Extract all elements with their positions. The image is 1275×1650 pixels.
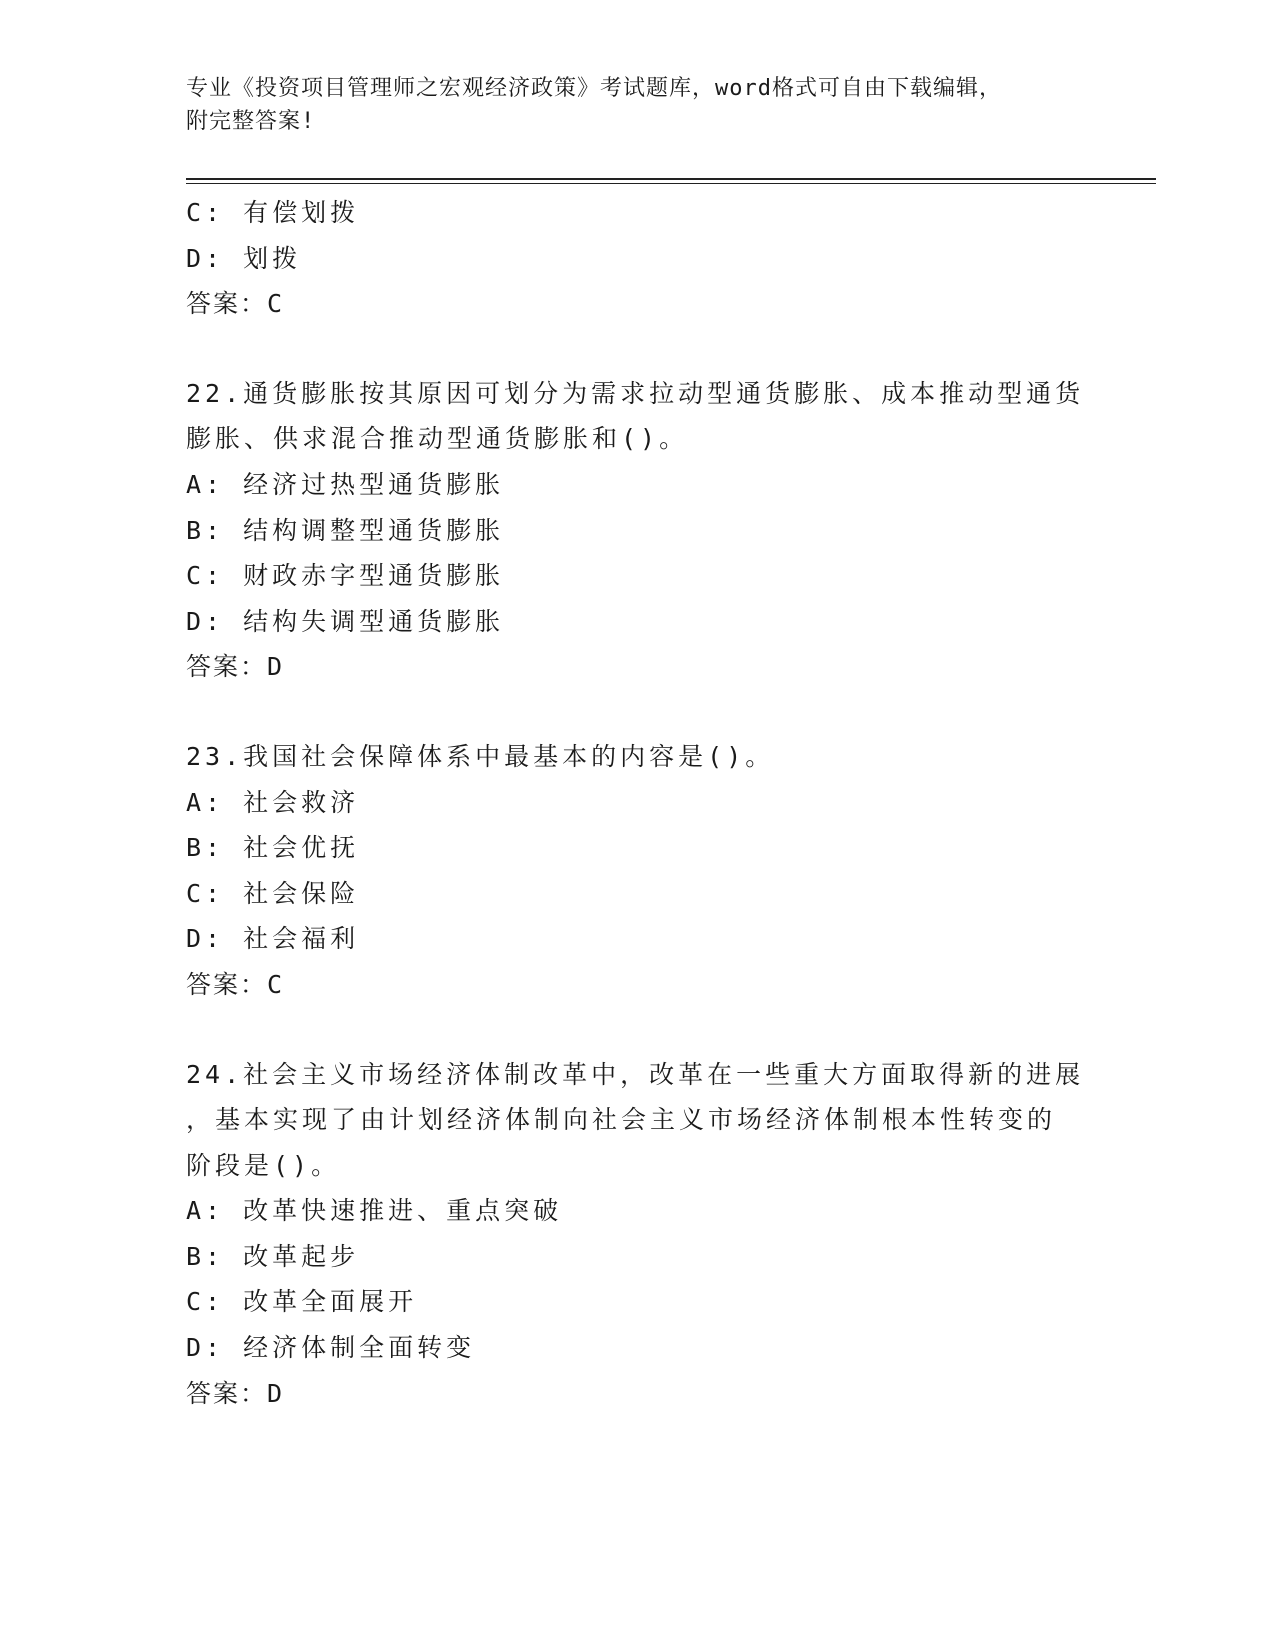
question-stem: 23.我国社会保障体系中最基本的内容是()。 <box>186 741 775 771</box>
option-d: D: 划拨 <box>186 243 302 273</box>
spacer <box>186 327 1086 371</box>
question-list <box>186 190 1086 1416</box>
spacer <box>186 1008 1086 1052</box>
option-a: A: 社会救济 <box>186 787 360 817</box>
option-b: B: 改革起步 <box>186 1241 360 1271</box>
question-23 <box>186 734 1086 1008</box>
question-21-continuation <box>186 190 1086 327</box>
option-b: B: 结构调整型通货膨胀 <box>186 515 505 545</box>
option-c: C: 有偿划拨 <box>186 198 360 227</box>
header-title-line-1: 专业《投资项目管理师之宏观经济政策》考试题库，word格式可自由下载编辑， <box>186 76 1002 101</box>
question-stem: 24.社会主义市场经济体制改革中，改革在一些重大方面取得新的进展 <box>186 1059 1085 1089</box>
header-divider-thick <box>186 178 1156 180</box>
header-divider-thin <box>186 183 1156 184</box>
question-stem: 膨胀、供求混合推动型通货膨胀和()。 <box>186 424 689 454</box>
answer-label: 答案：D <box>186 1378 285 1408</box>
answer-label: 答案：C <box>186 289 285 319</box>
option-d: D: 结构失调型通货膨胀 <box>186 606 505 636</box>
option-c: C: 财政赤字型通货膨胀 <box>186 561 505 591</box>
option-d: D: 经济体制全面转变 <box>186 1333 476 1363</box>
document-header <box>186 72 1116 138</box>
question-22 <box>186 371 1086 690</box>
option-a: A: 经济过热型通货膨胀 <box>186 469 505 499</box>
answer-label: 答案：D <box>186 652 285 682</box>
question-stem: 22.通货膨胀按其原因可划分为需求拉动型通货膨胀、成本推动型通货 <box>186 378 1085 408</box>
question-stem: 阶段是()。 <box>186 1150 341 1180</box>
answer-label: 答案：C <box>186 969 285 999</box>
question-stem: ，基本实现了由计划经济体制向社会主义市场经济体制根本性转变的 <box>186 1105 1057 1135</box>
question-24 <box>186 1052 1086 1417</box>
header-title-line-2: 附完整答案! <box>186 109 316 134</box>
option-d: D: 社会福利 <box>186 924 360 954</box>
spacer <box>186 690 1086 734</box>
option-a: A: 改革快速推进、重点突破 <box>186 1196 563 1226</box>
option-b: B: 社会优抚 <box>186 833 360 863</box>
option-c: C: 社会保险 <box>186 878 360 908</box>
option-c: C: 改革全面展开 <box>186 1287 418 1317</box>
